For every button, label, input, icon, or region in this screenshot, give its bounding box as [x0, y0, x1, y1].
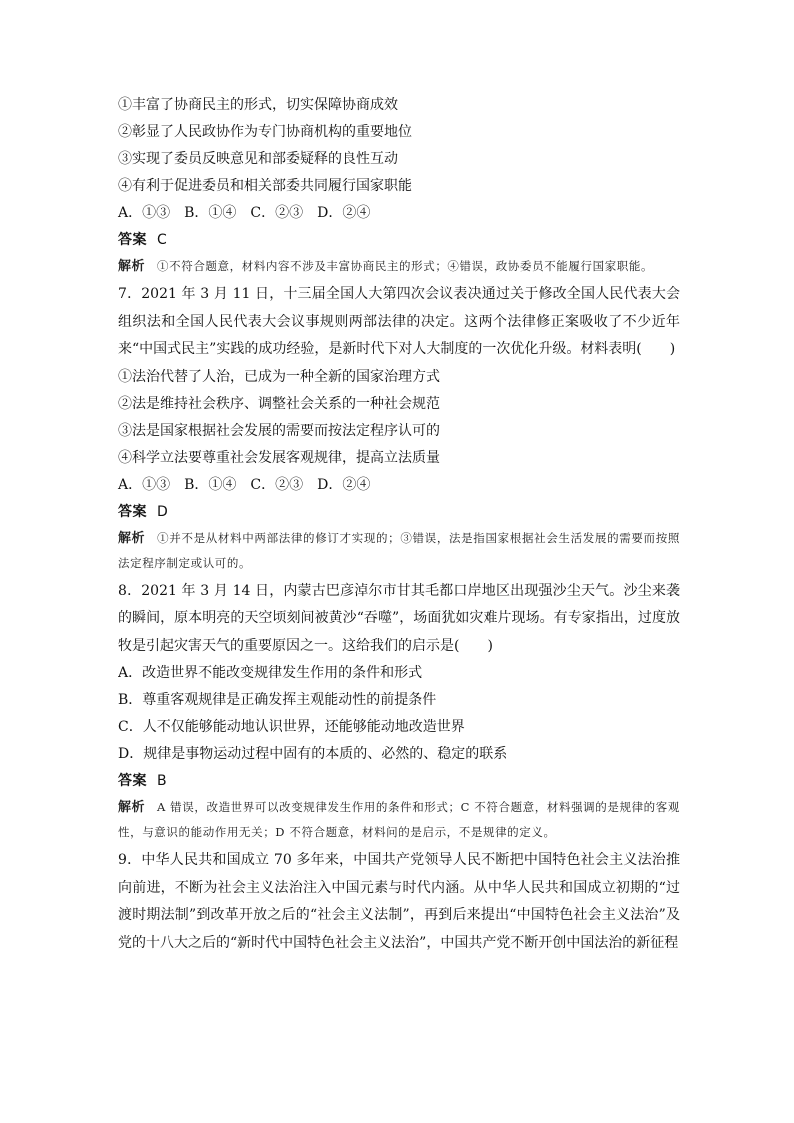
q7-item-3: ③法是国家根据社会发展的需要而按法定程序认可的 — [118, 422, 440, 439]
q6-item-2: ②彰显了人民政协作为专门协商机构的重要地位 — [118, 124, 412, 140]
q6-item-1: ①丰富了协商民主的形式，切实保障协商成效 — [118, 97, 398, 113]
q8-choice-c: C．人不仅能够能动地认识世界，还能够能动地改造世界 — [118, 719, 465, 735]
q6-answer-value: C — [157, 232, 168, 248]
q6-options: A．①③ B．①④ C．②③ D．②④ — [118, 205, 371, 221]
q6-item-3: ③实现了委员反映意见和部委疑释的良性互动 — [118, 151, 398, 167]
q8-choice-d: D．规律是事物运动过程中固有的本质的、必然的、稳定的联系 — [118, 746, 508, 762]
q6-analysis-text: ①不符合题意，材料内容不涉及丰富协商民主的形式；④错误，政协委员不能履行国家职能。 — [157, 259, 654, 273]
q7-answer-label: 答案 — [118, 503, 147, 520]
q7-item-2: ②法是维持社会秩序、调整社会关系的一种社会规范 — [118, 395, 440, 412]
q7-options: A．①③ B．①④ C．②③ D．②④ — [118, 476, 371, 493]
q8-answer-label: 答案 — [118, 773, 147, 789]
q7-stem: 7．2021 年 3 月 11 日，十三届全国人大第四次会议表决通过关于修改全国人民代表大会组织法和全国人民代表大会议事规则两部法律的决定。这两个法律修正案吸收了不少近年来“中国式民主”实践的成功经验，是新时代下对人大制度的一次优化升级。材料表明( ) — [118, 286, 680, 357]
q6-answer-label: 答案 — [118, 232, 147, 248]
q7-analysis-text: ①并不是从材料中两部法律的修订才实现的；③错误，法是指国家根据社会生活发展的需要而按照法定程序制定或认可的。 — [118, 530, 680, 570]
question-6 — [118, 92, 680, 279]
q8-analysis-label: 解析 — [118, 800, 146, 815]
q8-stem: 8．2021 年 3 月 14 日，内蒙古巴彦淖尔市甘其毛都口岸地区出现强沙尘天气。沙尘来袭的瞬间，原本明亮的天空顷刻间被黄沙“吞噬”，场面犹如灾难片现场。有专家指出，过度放牧是引起灾害天气的重要原因之一。这给我们的启示是( ) — [118, 582, 680, 654]
q7-answer-value: D — [157, 503, 169, 520]
q8-answer — [118, 768, 680, 795]
q7-item-4: ④科学立法要尊重社会发展客观规律，提高立法质量 — [118, 449, 440, 466]
question-7 — [118, 281, 680, 576]
question-8 — [118, 578, 680, 846]
q9-stem: 9．中华人民共和国成立 70 多年来，中国共产党领导人民不断把中国特色社会主义法治推向前进，不断为社会主义法治注入中国元素与时代内涵。从中华人民共和国成立初期的“过渡时期法制”到改革开放之后的“社会主义法制”，再到后来提出“中国特色社会主义法治”及党的十八大之后的“新时代中国特色社会主义法治”，中国共产党不断开创中国法治的新征程 — [118, 852, 680, 951]
q8-analysis — [118, 795, 680, 845]
q6-analysis — [118, 254, 680, 279]
q7-answer — [118, 499, 680, 526]
question-9 — [118, 847, 680, 957]
q8-choice-a: A．改造世界不能改变规律发生作用的条件和形式 — [118, 665, 423, 681]
q8-choice-b: B．尊重客观规律是正确发挥主观能动性的前提条件 — [118, 692, 437, 708]
q7-analysis — [118, 526, 680, 576]
q7-item-1: ①法治代替了人治，已成为一种全新的国家治理方式 — [118, 368, 440, 385]
q8-analysis-text: A 错误，改造世界可以改变规律发生作用的条件和形式；C 不符合题意，材料强调的是规律的客观性，与意识的能动作用无关；D 不符合题意，材料问的是启示，不是规律的定义。 — [118, 800, 680, 839]
q6-item-4: ④有利于促进委员和相关部委共同履行国家职能 — [118, 178, 412, 194]
page-content — [118, 92, 680, 957]
q6-answer — [118, 227, 680, 254]
q6-analysis-label: 解析 — [118, 259, 146, 274]
q8-answer-value: B — [157, 773, 168, 789]
q7-analysis-label: 解析 — [118, 530, 146, 546]
